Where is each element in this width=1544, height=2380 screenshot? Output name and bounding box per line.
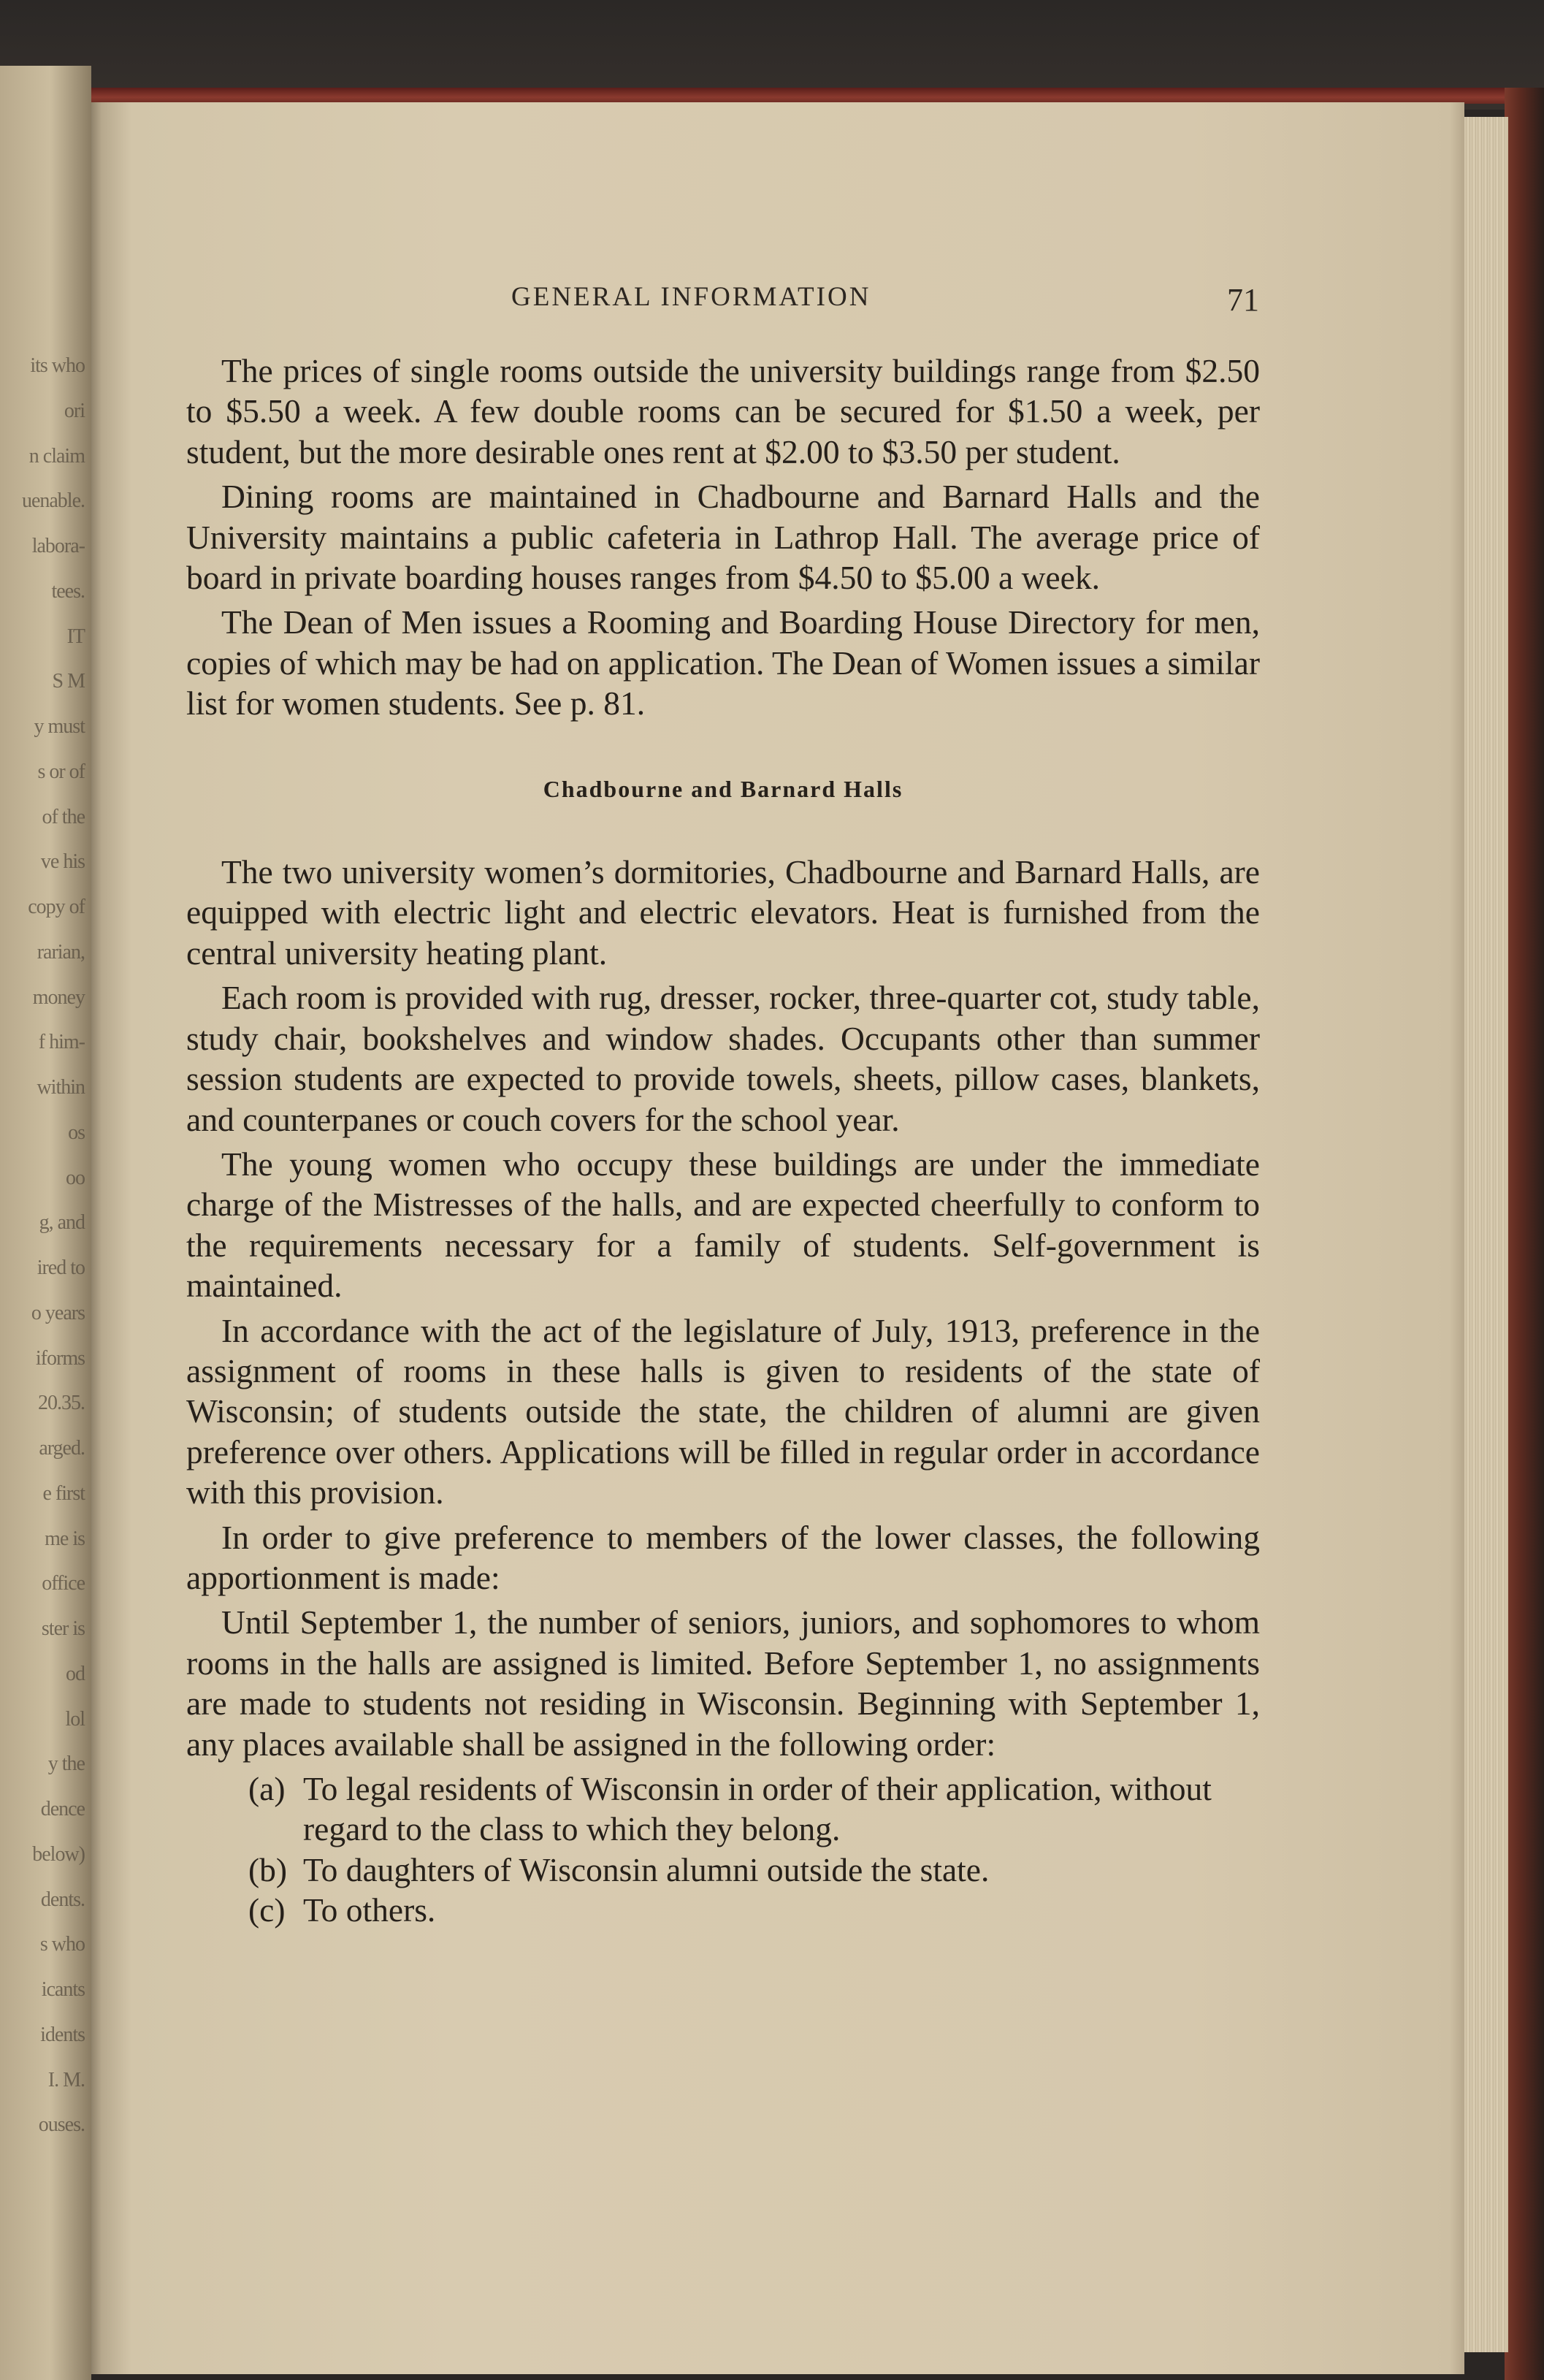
book-cover-right (1505, 88, 1544, 2380)
page-block-edges (1464, 117, 1508, 2352)
previous-page-fragment: office (42, 1572, 85, 1595)
assignment-order-list (186, 1769, 1260, 1931)
previous-page-fragment: below) (32, 1842, 85, 1866)
list-item-text: To legal residents of Wisconsin in order of their application, without regard to the class to which they belong. (303, 1770, 1212, 1848)
previous-page-fragment: S M (52, 670, 85, 693)
binding-edge (44, 88, 1512, 104)
paragraph: In order to give preference to members of the lower classes, the following apportionment is made: (186, 1518, 1260, 1596)
list-marker: (a) (248, 1770, 286, 1807)
previous-page-fragment: me is (45, 1527, 85, 1550)
paragraph: The Dean of Men issues a Rooming and Boarding House Directory for men, copies of which may be had on application. The Dean of Women issues a similar list for women students. See p. 81. (186, 603, 1260, 722)
previous-page-fragment: e first (42, 1481, 85, 1505)
list-item-text: To others. (303, 1891, 436, 1929)
list-marker: (b) (248, 1850, 288, 1888)
paragraph: In accordance with the act of the legislature of July, 1913, preference in the assignment of rooms in these halls is given to residents of the state of Wisconsin; of students outside the state, the children of alumni are given preference over others. Applications will be filled in regular order in accordance with this provision. (186, 1311, 1260, 1511)
running-head: GENERAL INFORMATION (511, 282, 871, 312)
previous-page-fragment: uenable. (21, 489, 85, 513)
previous-page-fragment: icants (41, 1978, 85, 2001)
previous-page-fragment: ouses. (38, 2113, 85, 2137)
previous-page-fragment: od (66, 1662, 85, 1685)
previous-page-fragment: o years (31, 1301, 85, 1324)
previous-page-fragment: IT (66, 625, 85, 648)
list-item (186, 1890, 1260, 1930)
paragraph: Until September 1, the number of seniors, juniors, and sophomores to whom rooms in the halls are assigned is limited. Before September 1, no assignments are made to students not residing in Wisconsin. Beginning with September 1, any places available shall be assigned in the following order: (186, 1603, 1260, 1763)
previous-page-edge (0, 66, 91, 2380)
previous-page-fragment: g, and (39, 1211, 85, 1235)
list-marker: (c) (248, 1891, 286, 1929)
previous-page-fragment: ster is (41, 1617, 85, 1640)
list-item-text: To daughters of Wisconsin alumni outside the state. (303, 1850, 990, 1888)
previous-page-fragment: arged. (39, 1437, 85, 1460)
previous-page-fragment: f him- (38, 1031, 85, 1054)
previous-page-fragment: y must (34, 715, 85, 738)
previous-page-fragment: tees. (51, 579, 85, 603)
body-text (186, 351, 1260, 1931)
previous-page-fragment: labora- (31, 535, 85, 557)
previous-page-fragment: n claim (28, 444, 85, 468)
previous-page-fragment: s or of (37, 760, 85, 783)
previous-page-fragment: its who (30, 354, 85, 377)
section-heading: Chadbourne and Barnard Halls (543, 775, 903, 802)
previous-page-fragment: os (68, 1121, 85, 1144)
paragraph: Dining rooms are maintained in Chadbourne and Barnard Halls and the University maintains a public cafeteria in Lathrop Hall. The average price of board in private boarding houses ranges from $4.50 to $5.00 a week. (186, 478, 1260, 597)
previous-page-fragment: dence (40, 1798, 85, 1820)
previous-page-fragment: within (37, 1076, 85, 1099)
previous-page-fragment: money (32, 985, 85, 1009)
previous-page-fragment: rarian, (37, 940, 85, 964)
previous-page-fragment: I. M. (47, 2068, 85, 2091)
paragraph: The two university women’s dormitories, Chadbourne and Barnard Halls, are equipped with electric light and electric elevators. Heat is furnished from the central university heating plant. (186, 853, 1260, 972)
previous-page-fragment: s who (39, 1933, 85, 1956)
paragraph: The young women who occupy these buildings are under the immediate charge of the Mistresses of the halls, and are expected cheerfully to conform to the requirements necessary for a family of students. Self-government is maintained. (186, 1145, 1260, 1305)
previous-page-fragment: dents. (40, 1888, 85, 1911)
previous-page-fragment: copy of (28, 896, 85, 918)
paragraph: Each room is provided with rug, dresser, rocker, three-quarter cot, study table, study chair, bookshelves and window shades. Occupants other than summer session students are expected to provide towels, sheets, pillow cases, blankets, and counterpanes or couch covers for the school year. (186, 979, 1260, 1138)
previous-page-fragment: 20.35. (38, 1392, 85, 1415)
previous-page-fragment: of the (42, 805, 85, 828)
previous-page-fragment: ve his (40, 850, 85, 874)
paragraph: The prices of single rooms outside the university buildings range from $2.50 to $5.50 a week. A few double rooms can be secured for $1.50 a week, per student, but the more desirable ones rent at $2.00 to $3.50 per student. (186, 352, 1260, 470)
list-item (186, 1850, 1260, 1890)
page-number: 71 (1227, 282, 1259, 318)
list-item (186, 1769, 1260, 1850)
previous-page-fragment: lol (65, 1707, 85, 1731)
previous-page-fragment: oo (66, 1166, 85, 1189)
previous-page-fragment: iforms (35, 1346, 85, 1370)
previous-page-fragment: ired to (37, 1256, 85, 1279)
previous-page-fragment: idents (40, 2023, 85, 2046)
page-header (0, 281, 1544, 325)
previous-page-fragment: y the (47, 1752, 85, 1776)
previous-page-fragment: ori (64, 399, 85, 422)
